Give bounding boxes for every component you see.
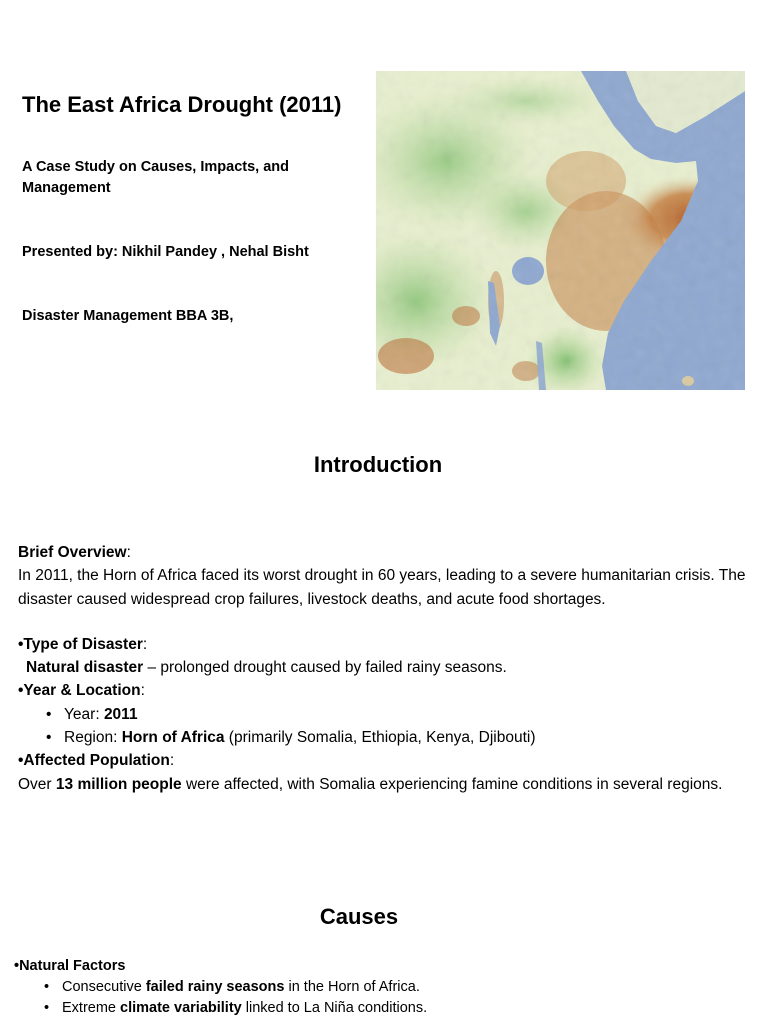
affected-population-text: Over 13 million people were affected, with Somalia experiencing famine conditions in several regions. bbox=[18, 775, 723, 793]
introduction-body bbox=[18, 541, 763, 796]
introduction-slide bbox=[0, 410, 768, 870]
title-slide bbox=[0, 0, 768, 410]
list-item: • Consecutive failed rainy seasons in the Horn of Africa. bbox=[44, 977, 754, 998]
drought-map-image bbox=[376, 71, 745, 390]
affected-population-heading: •Affected Population: bbox=[18, 752, 175, 770]
presenters-line: Presented by: Nikhil Pandey , Nehal Bisht bbox=[22, 244, 309, 260]
presentation-title: The East Africa Drought (2011) bbox=[22, 92, 342, 117]
course-line: Disaster Management BBA 3B, bbox=[22, 308, 234, 324]
causes-heading: Causes bbox=[319, 904, 399, 929]
overview-paragraph: In 2011, the Horn of Africa faced its worst drought in 60 years, leading to a severe humanitarian crisis. The disaster caused widespread crop failures, livestock deaths, and acute food shortages. bbox=[18, 567, 746, 608]
list-item: • Region: Horn of Africa (primarily Somalia, Ethiopia, Kenya, Djibouti) bbox=[46, 726, 763, 749]
list-item: • Year: 2011 bbox=[46, 703, 763, 726]
year-location-heading: •Year & Location: bbox=[18, 682, 145, 700]
causes-body bbox=[14, 956, 754, 1019]
introduction-heading: Introduction bbox=[313, 452, 443, 477]
natural-factors-heading: •Natural Factors bbox=[14, 958, 126, 974]
east-africa-vegetation-map bbox=[376, 71, 745, 390]
type-of-disaster-heading: •Type of Disaster: bbox=[18, 635, 148, 653]
natural-factors-list bbox=[14, 977, 754, 1019]
presentation-subtitle: A Case Study on Causes, Impacts, and Management bbox=[22, 159, 289, 196]
type-of-disaster-text: Natural disaster – prolonged drought caused by failed rainy seasons. bbox=[26, 659, 507, 677]
overview-heading: Brief Overview: bbox=[18, 544, 131, 561]
list-item: • Extreme climate variability linked to La Niña conditions. bbox=[44, 998, 754, 1019]
causes-slide bbox=[0, 870, 768, 1024]
year-location-list bbox=[18, 703, 763, 750]
